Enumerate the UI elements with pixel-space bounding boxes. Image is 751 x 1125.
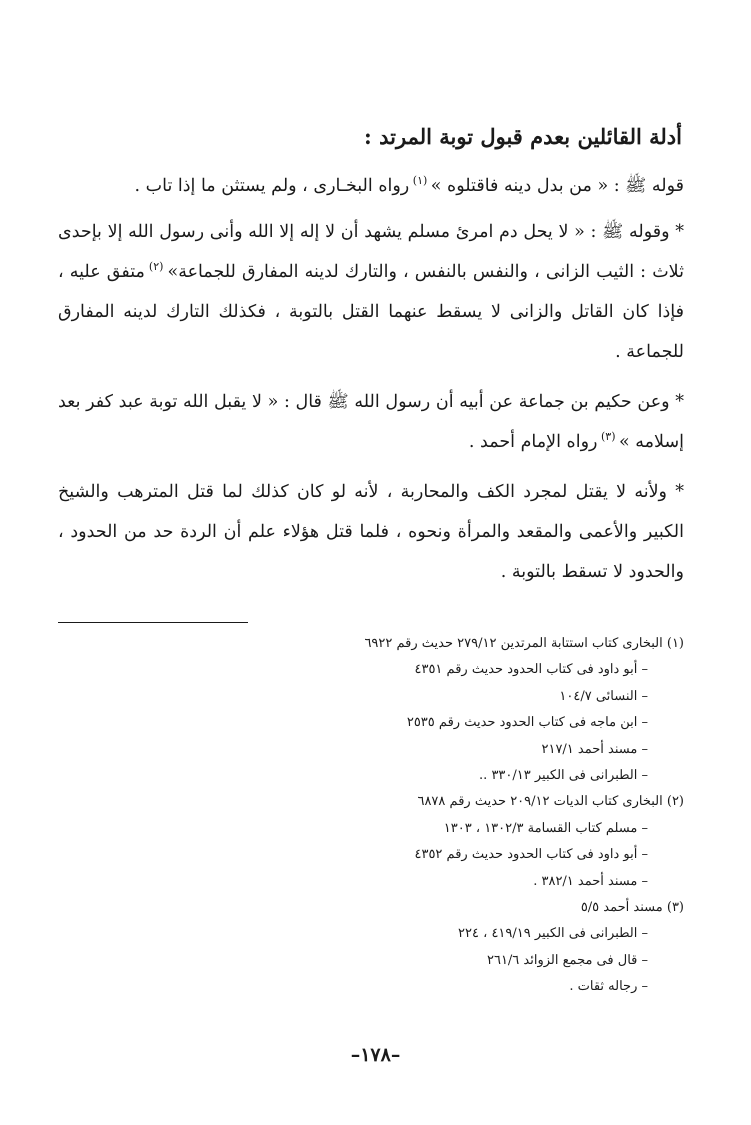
- page-number: –١٧٨–: [350, 1044, 401, 1066]
- footnote-subentry: – أبو داود فى كتاب الحدود حديث رقم ٤٣٥٢: [414, 847, 648, 863]
- paragraph-text: قوله ﷺ : « من بدل دينه فاقتلوه »: [430, 176, 684, 196]
- footnotes: [58, 631, 684, 1001]
- footnote-separator-wrap: [58, 602, 684, 631]
- paragraph: [58, 472, 684, 592]
- footnote-subentry: – ابن ماجه فى كتاب الحدود حديث رقم ٢٥٣٥: [406, 715, 648, 731]
- footnote-subentry: – الطبرانى فى الكبير ٤١٩/١٩ ، ٢٢٤: [458, 926, 648, 942]
- section-heading: أدلة القائلين بعدم قبول توبة المرتد :: [364, 124, 682, 149]
- footnote-separator: [58, 622, 248, 623]
- paragraph-text: * ولأنه لا يقتل لمجرد الكف والمحاربة ، لأنه لو كان كذلك لما قتل المترهب والشيخ الكبير والأعمى والمقعد والمرأة ونحوه ، فلما قتل هؤلاء علم أن الردة حد من الحدود ، والحدود لا تسقط بالتوبة .: [58, 482, 684, 582]
- paragraph: [58, 382, 684, 462]
- paragraph-text-continued: متفق عليه ، فإذا كان القاتل والزانى لا يسقط عنهما القتل بالتوبة ، فكذلك التارك لدينه المفارق للجماعة .: [58, 262, 684, 362]
- footnote-subentry: – رجاله ثقات .: [569, 979, 648, 995]
- footnote-subentry: – مسلم كتاب القسامة ١٣٠٢/٣ ، ١٣٠٣: [443, 820, 648, 836]
- paragraph-text-continued: رواه البخـارى ، ولم يستثن ما إذا تاب .: [134, 176, 410, 196]
- footnote-subentry: – مسند أحمد ٢١٧/١: [541, 741, 648, 757]
- paragraph-text: * وعن حكيم بن جماعة عن أبيه أن رسول الله ﷺ قال : « لا يقبل الله توبة عبد كفر بعد إسلامه »: [58, 392, 684, 452]
- footnote-reference: (١): [409, 174, 431, 188]
- footnote-entry: (٢) البخارى كتاب الديات ٢٠٩/١٢ حديث رقم ٦٨٧٨: [417, 794, 684, 810]
- footnote-subentry: – مسند أحمد ٣٨٢/١ .: [533, 873, 648, 889]
- page-body: [58, 122, 684, 1001]
- paragraph: [58, 212, 684, 372]
- paragraph-text: * وقوله ﷺ : « لا يحل دم امرئ مسلم يشهد أن لا إله إلا الله وأنى رسول الله إلا بإحدى ثلاث : الثيب الزانى ، والنفس بالنفس ، والتارك لدينه المفارق للجماعة»: [58, 222, 684, 282]
- footnote-subentry: – النسائى ١٠٤/٧: [559, 688, 648, 704]
- footnote-subentry: – الطبرانى فى الكبير ٣٣٠/١٣ ..: [479, 768, 648, 784]
- footnote-entry: (٣) مسند أحمد ٥/٥: [580, 900, 684, 916]
- footnote-entry: (١) البخارى كتاب استتابة المرتدين ٢٧٩/١٢ حديث رقم ٦٩٢٢: [364, 636, 684, 651]
- main-text: [58, 166, 684, 592]
- footnote-subentry: – أبو داود فى كتاب الحدود حديث رقم ٤٣٥١: [414, 662, 648, 678]
- footnote-reference: (٢): [144, 260, 168, 274]
- footnote-reference: (٣): [597, 430, 619, 444]
- paragraph: [58, 166, 684, 206]
- paragraph-text-continued: رواه الإمام أحمد .: [468, 432, 598, 452]
- footnote-subentry: – قال فى مجمع الزوائد ٢٦١/٦: [486, 952, 648, 968]
